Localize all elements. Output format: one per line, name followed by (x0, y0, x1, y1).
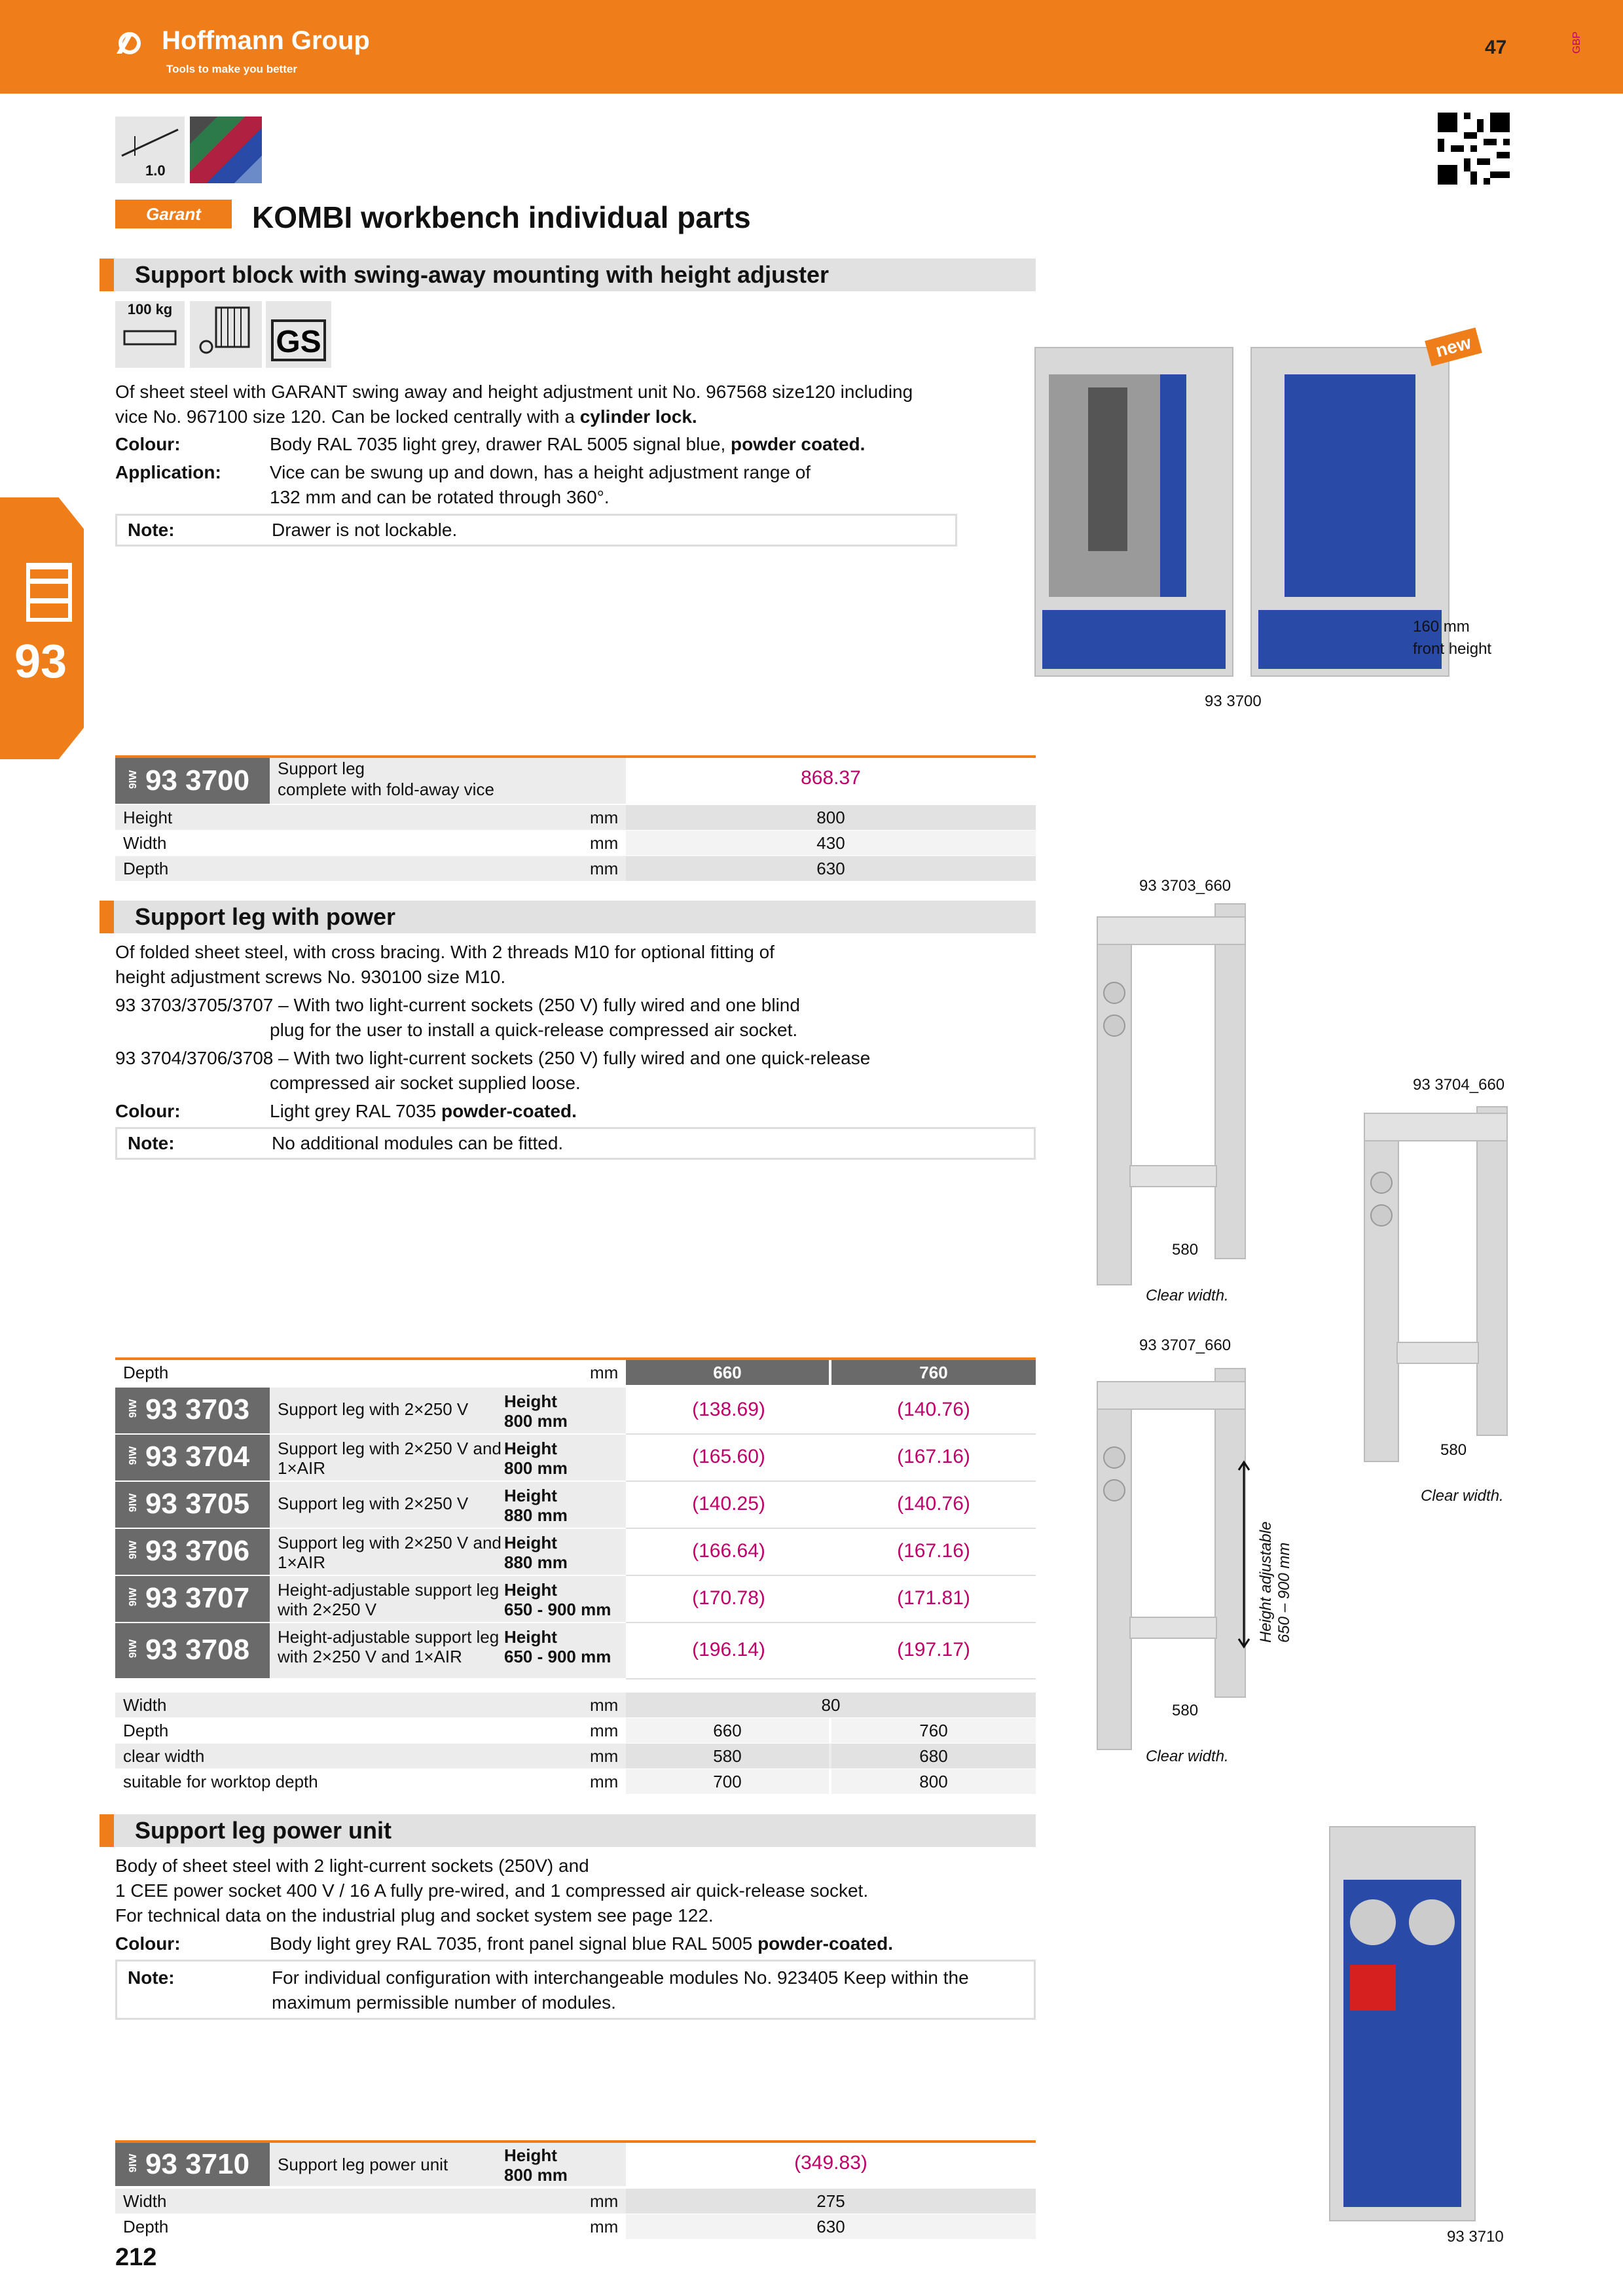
s2-line4: plug for the user to install a quick-release compressed air socket. (270, 1020, 798, 1040)
s1-colour: Colour: Body RAL 7035 light grey, drawer RAL 5005 signal blue, powder coated. (115, 434, 866, 454)
s3-line2: 1 CEE power socket 400 V / 16 A fully pre-wired, and 1 compressed air quick-release socket. (115, 1880, 869, 1901)
height-spec: Height 880 mm (504, 1533, 568, 1572)
s2-image-code-3: 93 3707_660 (1139, 1336, 1231, 1354)
article-code[interactable]: 9IW 93 3708 (115, 1623, 270, 1678)
table-row: Depth mm 660 760 (115, 1718, 1036, 1743)
s1-image-code: 93 3700 (1205, 692, 1262, 710)
table-row: Width mm 80 (115, 1693, 1036, 1717)
s2-clear-width-label-3: Clear width. (1146, 1748, 1229, 1765)
lock-drawer-icon (190, 301, 262, 368)
gs-certification-icon (266, 301, 331, 368)
price-760: (171.81) (897, 1587, 970, 1609)
article-desc-933710: Support leg power unit (270, 2143, 626, 2186)
chapter-tab[interactable] (0, 497, 84, 759)
section-heading-power-unit: Support leg power unit (100, 1814, 1036, 1847)
table-row: Depth mm 630 (115, 856, 1036, 881)
table-row: suitable for worktop depth mm 700 800 (115, 1769, 1036, 1794)
table-row: Width mm 275 (115, 2189, 1036, 2214)
support-leg-image-3 (1097, 1368, 1247, 1754)
article-code[interactable]: 9IW 93 3704 (115, 1435, 270, 1480)
s2-line1: Of folded sheet steel, with cross bracing. With 2 threads M10 for optional fitting of (115, 942, 775, 962)
new-badge: new (1425, 327, 1482, 366)
price-760: (197.17) (897, 1639, 970, 1660)
price-760: (140.76) (897, 1399, 970, 1420)
article-desc-933700: Support leg complete with fold-away vice (270, 758, 626, 804)
height-spec: Height 800 mm (504, 1439, 568, 1478)
article-code-933700[interactable]: 9IW 93 3700 (115, 758, 270, 804)
s2-image-code-1: 93 3703_660 (1139, 877, 1231, 895)
s2-line5: 93 3704/3706/3708 – With two light-current sockets (250 V) fully wired and one quick-release (115, 1048, 871, 1068)
price-660: (140.25) (692, 1493, 765, 1515)
price-933700: 868.37 (801, 767, 861, 789)
article-code[interactable]: 9IW 93 3707 (115, 1576, 270, 1622)
article-code[interactable]: 9IW 93 3703 (115, 1388, 270, 1433)
hoffmann-logo-icon (115, 29, 155, 55)
s2-colour: Colour: Light grey RAL 7035 powder-coated. (115, 1101, 577, 1121)
article-desc: Height-adjustable support leg with 2×250 V and 1×AIR (270, 1623, 626, 1678)
s2-clear-width-value-1: 580 (1172, 1241, 1199, 1259)
table-header-row: Depth mm 660 760 (115, 1360, 1036, 1385)
svg-text:GS: GS (276, 325, 321, 359)
article-desc: Support leg with 2×250 V (270, 1482, 626, 1528)
height-spec-933710: Height 800 mm (504, 2145, 568, 2185)
article-desc: Support leg with 2×250 V and 1×AIR (270, 1529, 626, 1575)
s1-desc-line2: vice No. 967100 size 120. Can be locked centrally with a cylinder lock. (115, 406, 697, 427)
s2-line3: 93 3703/3705/3707 – With two light-current sockets (250 V) fully wired and one blind (115, 995, 800, 1015)
s1-application: Application: Vice can be swung up and down, has a height adjustment range of (115, 462, 811, 482)
s2-image-code-2: 93 3704_660 (1413, 1076, 1505, 1094)
brand-name: Hoffmann Group (162, 26, 370, 55)
article-code[interactable]: 9IW 93 3705 (115, 1482, 270, 1528)
article-code[interactable]: 9IW 93 3706 (115, 1529, 270, 1575)
sheet-thickness-icon (115, 117, 185, 183)
region-label: GBP (1571, 31, 1582, 54)
s2-clear-width-label-1: Clear width. (1146, 1287, 1229, 1304)
s2-line6: compressed air socket supplied loose. (270, 1073, 581, 1093)
page-title: KOMBI workbench individual parts (252, 200, 751, 234)
table-row: Width mm 430 (115, 831, 1036, 855)
height-spec: Height 880 mm (504, 1486, 568, 1525)
price-660: (166.64) (692, 1540, 765, 1562)
s1-dim-label: front height (1413, 640, 1492, 658)
price-660: (138.69) (692, 1399, 765, 1420)
height-spec: Height 800 mm (504, 1391, 568, 1431)
s1-dim-value: 160 mm (1413, 618, 1470, 636)
height-adjustable-label: Height adjustable 650 – 900 mm (1257, 1521, 1293, 1643)
drawer-cabinet-icon (26, 563, 72, 622)
price-660: (165.60) (692, 1446, 765, 1467)
price-760: (140.76) (897, 1493, 970, 1515)
load-capacity-value: 100 kg (127, 301, 173, 317)
s3-line1: Body of sheet steel with 2 light-current sockets (250V) and (115, 1856, 589, 1876)
garant-logo[interactable]: Garant (115, 200, 232, 228)
s2-clear-width-value-2: 580 (1440, 1441, 1467, 1459)
colour-swatches-icon (190, 117, 262, 183)
page-ref: 47 (1485, 37, 1507, 58)
s1-application-2: 132 mm and can be rotated through 360°. (270, 487, 610, 507)
table-row: Depth mm 630 (115, 2214, 1036, 2239)
page-number: 212 (115, 2244, 157, 2271)
article-desc: Height-adjustable support leg with 2×250 V (270, 1576, 626, 1622)
price-660: (196.14) (692, 1639, 765, 1660)
table-row: clear width mm 580 680 (115, 1744, 1036, 1768)
section-heading-support-block: Support block with swing-away mounting with height adjuster (100, 259, 1036, 291)
s2-clear-width-label-2: Clear width. (1421, 1487, 1504, 1505)
thickness-value: 1.0 (145, 162, 166, 179)
table-row: Height mm 800 (115, 805, 1036, 830)
article-code-933710[interactable]: 9IW 93 3710 (115, 2143, 270, 2186)
article-desc: Support leg with 2×250 V (270, 1388, 626, 1433)
brand-logo[interactable] (115, 26, 370, 56)
height-spec: Height 650 - 900 mm (504, 1627, 611, 1666)
section-heading-support-leg-power: Support leg with power (100, 901, 1036, 933)
height-spec: Height 650 - 900 mm (504, 1580, 611, 1619)
chapter-number: 93 (14, 636, 67, 688)
cabinet-open (1034, 347, 1233, 677)
price-933710: (349.83) (794, 2152, 867, 2174)
load-capacity-icon (115, 301, 185, 368)
s3-image-code: 93 3710 (1447, 2228, 1504, 2246)
s3-colour: Colour: Body light grey RAL 7035, front panel signal blue RAL 5005 powder-coated. (115, 1933, 893, 1954)
s2-note: Note: No additional modules can be fitted. (115, 1127, 1036, 1160)
height-arrow-icon (1237, 1460, 1250, 1649)
s1-desc-line1: Of sheet steel with GARANT swing away and height adjustment unit No. 967568 size120 including (115, 382, 913, 402)
s2-line2: height adjustment screws No. 930100 size M10. (115, 967, 506, 987)
price-660: (170.78) (692, 1587, 765, 1609)
price-760: (167.16) (897, 1540, 970, 1562)
article-desc: Support leg with 2×250 V and 1×AIR (270, 1435, 626, 1480)
s3-line3: For technical data on the industrial plug and socket system see page 122. (115, 1905, 714, 1926)
s1-note: Note: Drawer is not lockable. (115, 514, 957, 547)
brand-tagline: Tools to make you better (166, 63, 297, 75)
s3-note: Note: For individual configuration with interchangeable modules No. 923405 Keep within the maximum permissible number of modules. (115, 1960, 1036, 2020)
qr-code-icon[interactable] (1438, 113, 1510, 185)
s2-clear-width-value-3: 580 (1172, 1702, 1199, 1719)
support-leg-image-2 (1359, 1106, 1509, 1473)
power-unit-image (1329, 1826, 1476, 2221)
support-leg-image-1 (1097, 903, 1247, 1289)
price-760: (167.16) (897, 1446, 970, 1467)
